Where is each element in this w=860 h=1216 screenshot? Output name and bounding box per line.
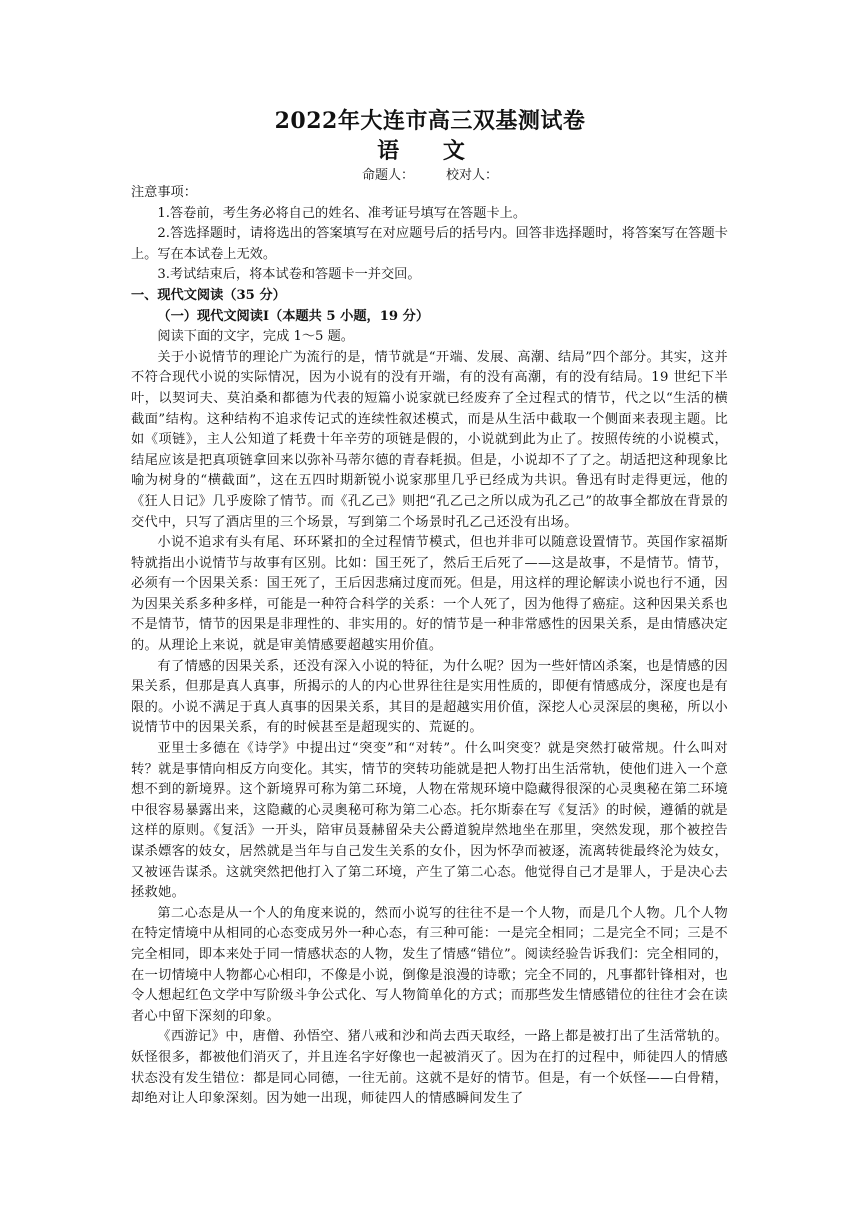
section-heading: 一、现代文阅读（35 分） — [131, 287, 286, 303]
exam-content — [131, 183, 728, 1110]
article-paragraph-5: 第二心态是从一个人的角度来说的，然而小说写的往往不是一个人物，而是几个人物。几个人物在特定情境中从相同的心态变成另外一种心态，有三种可能：一是完全相同；二是完全不同；三是不完全相同，即本来处于同一情感状态的人物，发生了情感“错位”。阅读经验告诉我们：完全相同的，在一切情境中人物都心心相印，不像是小说，倒像是浪漫的诗歌；完全不同的，凡事都针锋相对，也令人想起红色文学中写阶级斗争公式化、写人物简单化的方式；而那些发生情感错位的往往才会在读者心中留下深刻的印象。 — [131, 905, 728, 1024]
article-paragraph-3: 有了情感的因果关系，还没有深入小说的特征，为什么呢？因为一些奸情凶杀案，也是情感的因果关系，但那是真人真事，所揭示的人的内心世界往往是实用性质的，即便有情感成分，深度也是有限的。小说不满足于真人真事的因果关系，其目的是超越实用价值，深挖人心灵深层的奥秘，所以小说情节中的因果关系，有的时候甚至是超现实的、荒诞的。 — [131, 658, 728, 736]
exam-title: 2022年大连市高三双基测试卷 — [274, 108, 586, 134]
note-item-3: 3.考试结束后，将本试卷和答题卡一并交回。 — [157, 267, 421, 283]
subject-title: 语 文 — [377, 138, 483, 164]
note-item-2: 2.答选择题时，请将选出的答案填写在对应题号后的括号内。回答非选择题时，将答案写在答题卡上。写在本试卷上无效。 — [131, 226, 728, 262]
article-paragraph-2: 小说不追求有头有尾、环环紧扣的全过程情节模式，但也并非可以随意设置情节。英国作家福斯特就指出小说情节与故事有区别。比如：国王死了，然后王后死了——这是故事，不是情节。情节，必须有一个因果关系：国王死了，王后因悲痛过度而死。但是，用这样的理论解读小说也行不通，因为因果关系多种多样，可能是一种符合科学的关系：一个人死了，因为他得了癌症。这种因果关系也不是情节，情节的因果是非理性的、非实用的。好的情节是一种非常感性的因果关系，是由情感决定的。从理论上来说，就是审美情感要超越实用价值。 — [131, 535, 728, 654]
notes-heading: 注意事项： — [131, 185, 197, 200]
note-item-1: 1.答卷前，考生务必将自己的姓名、准考证号填写在答题卡上。 — [157, 205, 527, 221]
article-paragraph-1: 关于小说情节的理论广为流行的是，情节就是“开端、发展、高潮、结局”四个部分。其实，这并不符合现代小说的实际情况，因为小说有的没有开端，有的没有高潮，有的没有结局。19 世纪下半叶，以契诃夫、莫泊桑和都德为代表的短篇小说家就已经废弃了全过程式的情节，代之以“生活的横截面”结构。这种结构不追求传记式的连续性叙述模式，而是从生活中截取一个侧面来表现主题。比如《项链》，主人公知道了耗费十年辛劳的项链是假的，小说就到此为止了。按照传统的小说模式，结尾应该是把真项链拿回来以弥补马蒂尔德的青春耗损。但是，小说却不了了之。胡适把这种现象比喻为树身的“横截面”，这在五四时期新锐小说家那里几乎已经成为共识。鲁迅有时走得更远，他的《狂人日记》几乎废除了情节。而《孔乙己》则把“孔乙己之所以成为孔乙己”的故事全都放在背景的交代中，只写了酒店里的三个场景，写到第二个场景时孔乙己还没有出场。 — [131, 349, 728, 530]
reading-instruction: 阅读下面的文字，完成 1～5 题。 — [157, 329, 354, 345]
subsection-heading: （一）现代文阅读Ⅰ（本题共 5 小题，19 分） — [157, 308, 430, 324]
checker-label: 校对人： — [446, 168, 499, 183]
author-line — [0, 164, 860, 183]
article-paragraph-4: 亚里士多德在《诗学》中提出过“突变”和“对转”。什么叫突变？就是突然打破常规。什么叫对转？就是事情向相反方向变化。其实，情节的突转功能就是把人物打出生活常轨，使他们进入一个意想不到的新境界。这个新境界可称为第二环境，人物在常规环境中隐藏得很深的心灵奥秘在第二环境中很容易暴露出来，这隐藏的心灵奥秘可称为第二心态。托尔斯泰在写《复活》的时候，遵循的就是这样的原则。《复活》一开头，陪审员聂赫留朵夫公爵道貌岸然地坐在那里，突然发现，那个被控告谋杀嫖客的妓女，居然就是当年与自己发生关系的女仆，因为怀孕而被逐，流离转徙最终沦为妓女，又被诬告谋杀。这就突然把他打入了第二环境，产生了第二心态。他觉得自己才是罪人，于是决心去拯救她。 — [131, 741, 728, 901]
author-label: 命题人： — [361, 168, 414, 183]
article-paragraph-6: 《西游记》中，唐僧、孙悟空、猪八戒和沙和尚去西天取经，一路上都是被打出了生活常轨的。妖怪很多，都被他们消灭了，并且连名字好像也一起被消灭了。因为在打的过程中，师徒四人的情感状态没有发生错位：都是同心同德，一往无前。这就不是好的情节。但是，有一个妖怪——白骨精，却绝对让人印象深刻。因为她一出现，师徒四人的情感瞬间发生了 — [131, 1029, 728, 1107]
